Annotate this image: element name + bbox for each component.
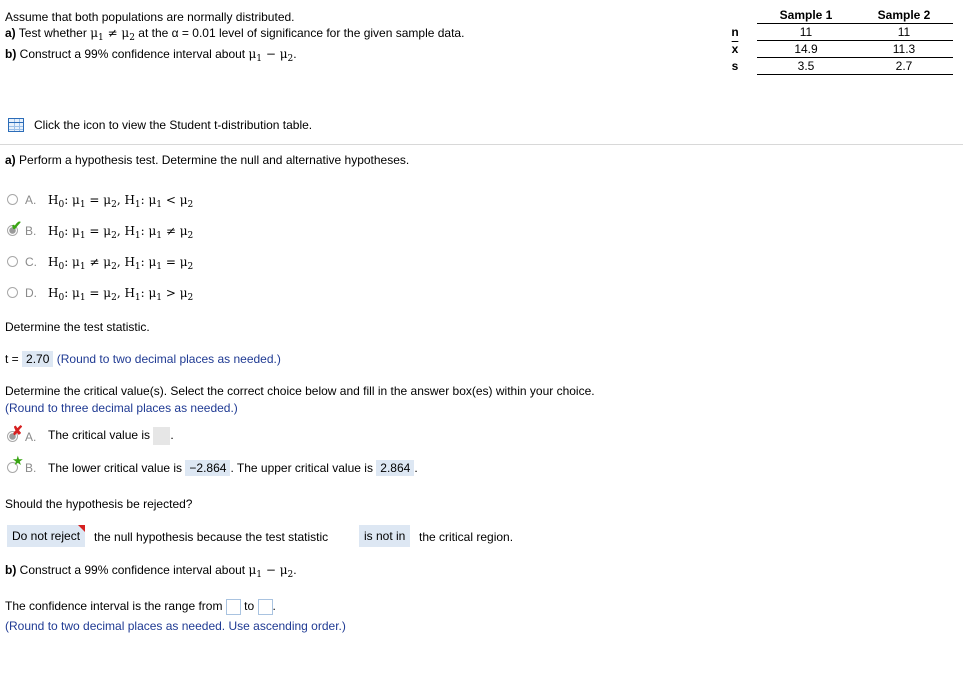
t-value-answer[interactable]: 2.70	[22, 351, 53, 367]
crit-b-label-2: . The upper critical value is	[230, 461, 373, 475]
part-a-prompt	[5, 152, 409, 168]
crit-b-upper-answer[interactable]: 2.864	[376, 460, 414, 476]
test-stat-prompt: Determine the test statistic.	[5, 320, 150, 334]
row-label-s: s	[731, 59, 739, 73]
table-header-blank	[713, 7, 757, 24]
part-b-text: Construct a 99% confidence interval about	[19, 47, 246, 61]
part-b-prefix: b)	[5, 47, 17, 61]
test-stat-row	[5, 351, 281, 367]
cell: 14.9	[757, 41, 855, 58]
ci-hint: (Round to two decimal places as needed. Use ascending order.)	[5, 619, 346, 633]
ci-label: The confidence interval is the range from	[5, 599, 223, 613]
part-a-prefix: a)	[5, 26, 16, 40]
reject-dropdown-value: Do not reject	[12, 529, 81, 543]
option-b-letter: B.	[25, 224, 37, 238]
part-b-prompt-prefix: b)	[5, 563, 17, 577]
ci-upper-input[interactable]	[258, 599, 273, 615]
reject-prompt: Should the hypothesis be rejected?	[5, 497, 193, 511]
incorrect-x-icon: ✘	[12, 423, 23, 438]
part-b-prompt-text: Construct a 99% confidence interval about	[19, 563, 246, 577]
option-c-letter: C.	[25, 255, 37, 269]
row-label-n: n	[731, 25, 739, 39]
row-label-xbar: $\overline{x}$	[731, 42, 739, 56]
crit-a-label: The critical value is	[48, 428, 151, 443]
t-label: t =	[5, 352, 19, 366]
section-divider	[0, 144, 963, 145]
cell: 3.5	[757, 58, 855, 75]
crit-b-label-1: The lower critical value is	[48, 461, 183, 475]
t-table-icon[interactable]	[8, 118, 24, 132]
crit-option-b-text: The lower critical value is −2.864 . The upper critical value is 2.864 .	[48, 461, 418, 475]
sample-data-table	[713, 7, 953, 75]
ci-row: The confidence interval is the range from to .	[5, 599, 276, 613]
ci-to-label: to	[244, 599, 255, 613]
crit-option-b-letter: B.	[25, 461, 37, 475]
part-a-text-2: at the α = 0.01 level of significance for the given sample data.	[138, 26, 465, 40]
reject-dropdown[interactable]	[7, 525, 85, 547]
table-row	[713, 24, 953, 41]
problem-part-a: a) Test whether $\mu_1 \ne \mu_2$ at the α = 0.01 level of significance for the given sample data.	[5, 26, 465, 43]
problem-part-b: b) Construct a 99% confidence interval about $\mu_1 - \mu_2$.	[5, 47, 297, 64]
ci-lower-input[interactable]	[226, 599, 241, 615]
option-d-radio[interactable]	[7, 287, 18, 298]
crit-option-a-letter: A.	[25, 430, 37, 444]
crit-option-a-text: The critical value is .	[48, 427, 174, 445]
correct-star-icon: ★	[12, 453, 24, 468]
incorrect-flag-icon	[78, 525, 85, 532]
part-a-prompt-text: Perform a hypothesis test. Determine the null and alternative hypotheses.	[19, 153, 410, 167]
option-c-hypotheses: $H_0$: $\mu_1 \ne \mu_2$, $H_1$: $\mu_1 = \mu_2$	[48, 255, 194, 272]
critical-hint: (Round to three decimal places as needed.)	[5, 401, 238, 415]
part-b-prompt: b) Construct a 99% confidence interval about $\mu_1 - \mu_2$.	[5, 563, 297, 580]
option-c-radio[interactable]	[7, 256, 18, 267]
table-row	[713, 58, 953, 75]
option-a-letter: A.	[25, 193, 37, 207]
option-d-hypotheses: $H_0$: $\mu_1 = \mu_2$, $H_1$: $\mu_1 > \mu_2$	[48, 286, 194, 303]
critical-prompt: Determine the critical value(s). Select the correct choice below and fill in the answer box(es) within your choice.	[5, 384, 595, 398]
region-dropdown-value: is not in	[364, 529, 406, 543]
cell: 2.7	[855, 58, 953, 75]
option-a-hypotheses: $H_0$: $\mu_1 = \mu_2$, $H_1$: $\mu_1 < \mu_2$	[48, 193, 194, 210]
part-a-prompt-prefix: a)	[5, 153, 16, 167]
cell: 11.3	[855, 41, 953, 58]
correct-check-icon: ✔	[11, 218, 22, 233]
option-d-letter: D.	[25, 286, 37, 300]
cell: 11	[855, 24, 953, 41]
cell: 11	[757, 24, 855, 41]
table-header-sample1: Sample 1	[779, 8, 833, 22]
reject-text-1: the null hypothesis because the test statistic	[94, 530, 329, 544]
option-a-radio[interactable]	[7, 194, 18, 205]
option-b-hypotheses: $H_0$: $\mu_1 = \mu_2$, $H_1$: $\mu_1 \ne \mu_2$	[48, 224, 194, 241]
table-header-sample2: Sample 2	[877, 8, 931, 22]
reject-text-2: the critical region.	[419, 530, 514, 544]
crit-a-answer-box[interactable]	[153, 427, 170, 445]
part-a-text-1: Test whether	[18, 26, 87, 40]
problem-intro: Assume that both populations are normally distributed.	[5, 10, 295, 24]
region-dropdown[interactable]	[359, 525, 410, 547]
table-row	[713, 41, 953, 58]
t-table-link-text[interactable]: Click the icon to view the Student t-distribution table.	[34, 118, 313, 132]
crit-b-lower-answer[interactable]: −2.864	[185, 460, 230, 476]
t-hint: (Round to two decimal places as needed.)	[56, 352, 281, 366]
